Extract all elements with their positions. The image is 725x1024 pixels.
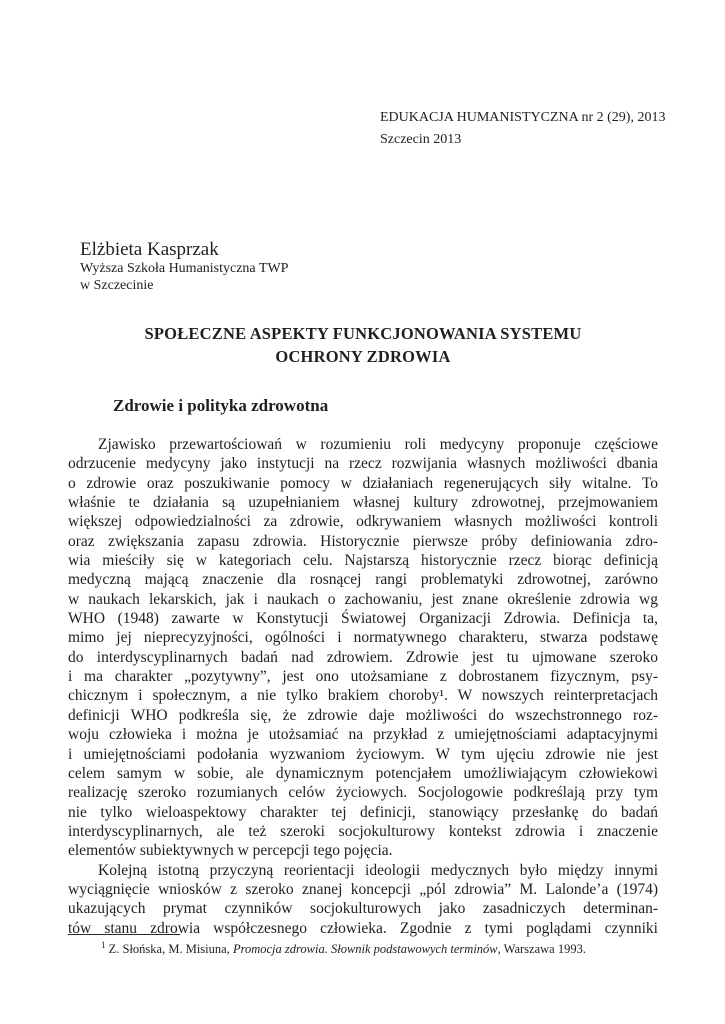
body-line: wyciągnięcie wniosków z szeroko znanej koncepcji „pól zdrowia” M. Lalonde’a (1974) — [68, 880, 658, 898]
journal-name-issue: EDUKACJA HUMANISTYCZNA nr 2 (29), 2013 — [380, 110, 666, 125]
body-line: WHO (1948) zawarte w Konstytucji Światowej Organizacji Zdrowia. Definicja ta, — [68, 610, 658, 628]
article-title-line2: OCHRONY ZDROWIA — [275, 347, 451, 366]
paragraph — [68, 435, 658, 861]
body-line: celem samym w sobie, ale dynamicznym potencjałem umożliwiającym człowiekowi — [68, 764, 658, 782]
body-line: i ma charakter „pozytywny”, jest ono utożsamiane z dobrostanem fizycznym, psy- — [68, 668, 658, 686]
body-line: Zjawisko przewartościowań w rozumieniu roli medycyny proponuje częściowe — [98, 436, 658, 453]
article-title — [68, 322, 658, 368]
footnote-divider — [68, 934, 180, 935]
footnote — [68, 941, 658, 957]
section-heading: Zdrowie i polityka zdrowotna — [113, 396, 329, 415]
body-line: o zdrowie oraz poszukiwanie pomocy w działaniach regenerujących siły witalne. To — [68, 474, 658, 492]
body-line: odrzucenie medycyny jako instytucji na rzecz rozwijania własnych możliwości dbania — [68, 455, 658, 473]
body-line: ukazujących prymat czynników socjokulturowych jako zasadniczych determinan- — [68, 900, 658, 918]
author-block — [80, 239, 288, 294]
journal-place-year: Szczecin 2013 — [380, 132, 462, 147]
author-name: Elżbieta Kasprzak — [80, 239, 219, 260]
body-line: nie tylko wieloaspektowy charakter tej definicji, stanowiący przesłankę do badań — [68, 803, 658, 821]
author-affiliation: Wyższa Szkoła Humanistyczna TWP — [80, 261, 289, 276]
footnote-italic-title: Promocja zdrowia. Słownik podstawowych terminów — [232, 942, 498, 956]
footnote-marker: 1 — [101, 939, 106, 950]
body-line: większej odpowiedzialności za zdrowie, odkrywaniem własnych możliwości kontroli — [68, 513, 658, 531]
body-line: w naukach lekarskich, jak i naukach o zachowaniu, jest znane określenie zdrowia wg — [68, 590, 658, 608]
body-line: chicznym i społecznym, a nie tylko brakiem choroby¹. W nowszych reinterpretacjach — [68, 687, 658, 705]
body-line: do interdyscyplinarnych badań nad zdrowiem. Zdrowie jest tu ujmowane szeroko — [68, 648, 658, 666]
article-title-line1: SPOŁECZNE ASPEKTY FUNKCJONOWANIA SYSTEMU — [144, 324, 582, 343]
body-line: i umiejętnościami podołania wyzwaniom życiowym. W tym ujęciu zdrowie nie jest — [68, 745, 658, 763]
body-line: tów stanu zdrowia współczesnego człowieka. Zgodnie z tymi poglądami czynniki — [68, 919, 658, 937]
body-line: realizację szeroko rozumianych celów życiowych. Socjologowie podkreślają przy tym — [68, 784, 658, 802]
body-line: oraz zwiększania zapasu zdrowia. Historycznie pierwsze próby definiowania zdro- — [68, 532, 658, 550]
body-line: medyczną mającą znaczenie dla rosnącej rangi problematyki zdrowotnej, zarówno — [68, 571, 658, 589]
body-line: definicji WHO podkreśla się, że zdrowie daje możliwości do wszechstronnego roz- — [68, 706, 658, 724]
body-line: Kolejną istotną przyczyną reorientacji ideologii medycznych było między innymi — [98, 861, 658, 879]
body-line: woju człowieka i można je utożsamiać na przykład z umiejętnościami adaptacyjnymi — [68, 726, 658, 744]
body-line: właśnie te działania są uzupełnianiem własnej kultury zdrowotnej, przejmowaniem — [68, 494, 658, 512]
article-body — [68, 435, 658, 938]
journal-header — [380, 107, 665, 151]
footnote-text-after: , Warszawa 1993. — [497, 942, 586, 956]
body-line: wia mieściły się w kategoriach celu. Najstarszą historycznie rzecz biorąc definicją — [68, 552, 658, 570]
body-line: mimo jej nieprecyzyjności, ogólności i normatywnego charakteru, stwarza podstawę — [68, 629, 658, 647]
footnote-text-before: Z. Słońska, M. Misiuna, — [105, 942, 233, 956]
paragraph — [68, 861, 658, 938]
body-line: elementów subiektywnych w percepcji tego pojęcia. — [68, 842, 393, 860]
body-line: interdyscyplinarnych, ale też szeroki socjokulturowy kontekst zdrowia i znaczenie — [68, 822, 658, 840]
author-city: w Szczecinie — [80, 277, 154, 293]
